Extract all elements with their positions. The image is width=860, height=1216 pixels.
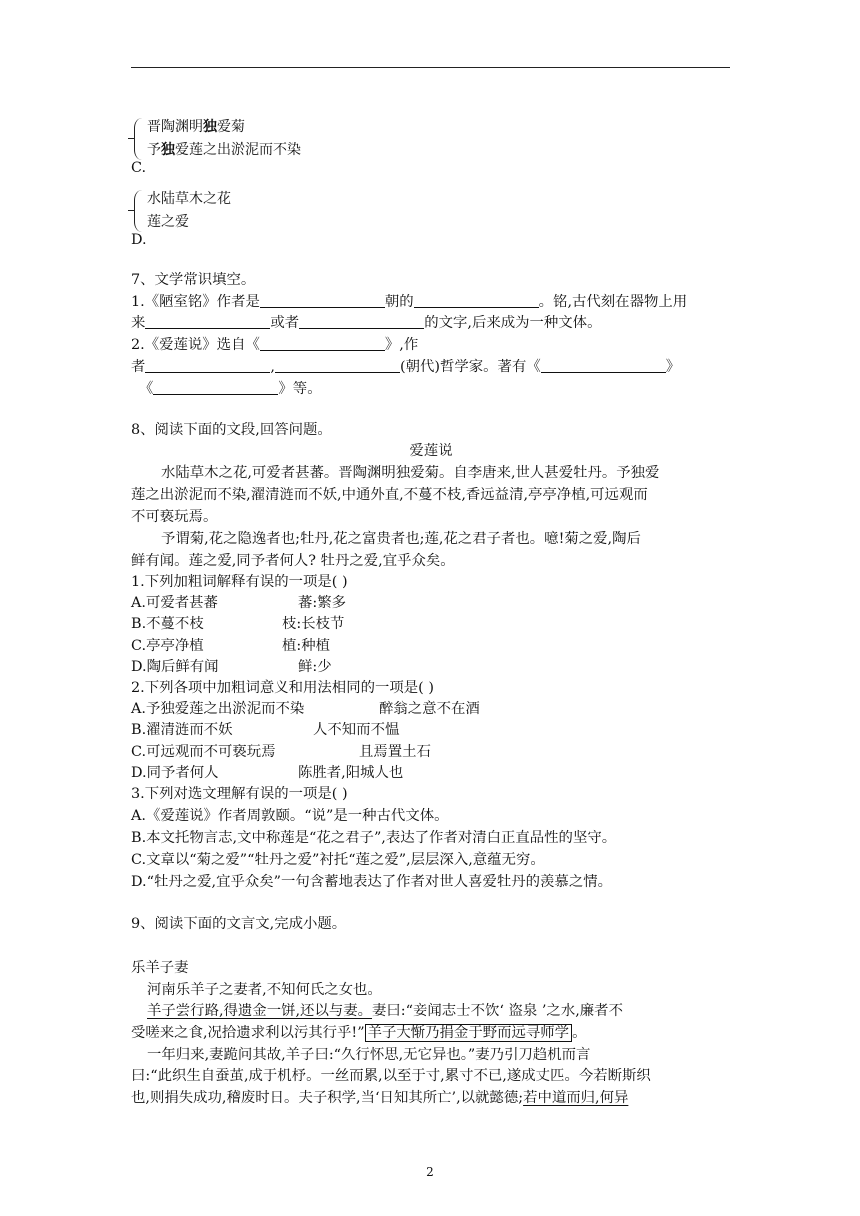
blank[interactable] xyxy=(260,336,385,351)
q8-s1-option-d: D.陶后鲜有闻 鲜:少 xyxy=(131,659,332,675)
q9-line1: 河南乐羊子之妻者,不知何氏之女也。 xyxy=(147,982,382,998)
q9-title: 9、阅读下面的文言文,完成小题。 xyxy=(131,916,347,932)
q8-s2-option-a: A.予独爱莲之出淤泥而不染 醉翁之意不在酒 xyxy=(131,701,480,717)
boxed-sentence: 羊子大惭乃捐金于野而远寻师学 xyxy=(365,1024,572,1042)
q7-line5: 《 》等。 xyxy=(139,381,322,397)
blank[interactable] xyxy=(414,293,539,308)
q8-s3-option-b: B.本文托物言志,文中称莲是“花之君子”,表达了作者对清白正直品性的坚守。 xyxy=(131,830,617,846)
q9-line4: 一年归来,妻跪问其故,羊子曰:“久行怀思,无它异也。”妻乃引刀趋机而言 xyxy=(147,1047,591,1063)
blank[interactable] xyxy=(275,358,400,373)
blank[interactable] xyxy=(299,314,424,329)
q9-passage-title: 乐羊子妻 xyxy=(131,960,189,976)
blank[interactable] xyxy=(145,358,270,373)
q8-p1-line3: 不可亵玩焉。 xyxy=(131,509,218,525)
q8-s2-option-b: B.濯清涟而不妖 人不知而不愠 xyxy=(131,722,400,738)
q7-line4: 者 , (朝代)哲学家。著有《 》 xyxy=(131,359,681,375)
header-rule xyxy=(131,67,730,68)
q7-line3: 2.《爱莲说》选自《 》,作 xyxy=(131,337,419,353)
option-c-label: C. xyxy=(131,160,147,176)
q8-s2-option-c: C.可远观而不可亵玩焉 且焉置土石 xyxy=(131,744,431,760)
option-d-line2: 莲之爱 xyxy=(147,214,189,230)
q8-s1-stem: 1.下列加粗词解释有误的一项是( ) xyxy=(131,574,348,590)
q8-s1-option-b: B.不蔓不枝 枝:长枝节 xyxy=(131,616,345,632)
q8-p2-line1: 予谓菊,花之隐逸者也;牡丹,花之富贵者也;莲,花之君子者也。噫!菊之爱,陶后 xyxy=(161,531,641,547)
q8-s3-option-d: D.“牡丹之爱,宜乎众矣”一句含蓄地表达了作者对世人喜爱牡丹的羡慕之情。 xyxy=(131,874,612,890)
q8-s2-option-d: D.同予者何人 陈胜者,阳城人也 xyxy=(131,765,404,781)
q8-title: 8、阅读下面的文段,回答问题。 xyxy=(131,422,332,438)
q7-line2: 来 或者 的文字,后来成为一种文体。 xyxy=(131,315,602,331)
q8-s2-stem: 2.下列各项中加粗词意义和用法相同的一项是( ) xyxy=(131,680,434,696)
q8-p2-line2: 鲜有闻。莲之爱,同予者何人? 牡丹之爱,宜乎众矣。 xyxy=(131,553,455,569)
underlined-fragment: 若中道而归,何异 xyxy=(523,1090,629,1106)
q9-line5: 曰:“此织生自蚕茧,成于机杼。一丝而累,以至于寸,累寸不已,遂成丈匹。今若断斯织 xyxy=(131,1068,651,1084)
q7-line1: 1.《陋室铭》作者是 朝的 。铭,古代刻在器物上用 xyxy=(131,294,688,310)
q8-s3-stem: 3.下列对选文理解有误的一项是( ) xyxy=(131,786,348,802)
q8-s3-option-c: C.文章以“菊之爱”“牡丹之爱”衬托“莲之爱”,层层深入,意蕴无穷。 xyxy=(131,852,545,868)
q8-p1-line2: 莲之出淤泥而不染,濯清涟而不妖,中通外直,不蔓不枝,香远益清,亭亭净植,可远观而 xyxy=(131,487,648,503)
q7-title: 7、文学常识填空。 xyxy=(131,272,256,288)
blank[interactable] xyxy=(541,358,666,373)
option-c-line2: 予独爱莲之出淤泥而不染 xyxy=(147,142,301,158)
q9-line2: 羊子尝行路,得遗金一饼,还以与妻。妻曰:“妾闻志士不饮‘ 盗泉 ’之水,廉者不 xyxy=(147,1003,623,1019)
underlined-sentence: 羊子尝行路,得遗金一饼,还以与妻。 xyxy=(147,1003,373,1019)
blank[interactable] xyxy=(153,380,278,395)
option-d-line1: 水陆草木之花 xyxy=(147,191,231,207)
page-number: 2 xyxy=(426,1165,434,1179)
q9-line3: 受嗟来之食,况拾遗求利以污其行乎!” 羊子大惭乃捐金于野而远寻师学 。 xyxy=(131,1025,587,1041)
brace-d xyxy=(134,190,143,232)
q8-s3-option-a: A.《爱莲说》作者周敦颐。“说”是一种古代文体。 xyxy=(131,808,449,824)
brace-c xyxy=(134,118,143,160)
option-c-line1: 晋陶渊明独爱菊 xyxy=(147,119,245,135)
blank[interactable] xyxy=(260,293,385,308)
q8-s1-option-c: C.亭亭净植 植:种植 xyxy=(131,638,331,654)
q9-line6: 也,则捐失成功,稽废时日。夫子积学,当‘日知其所亡’,以就懿德;若中道而归,何异 xyxy=(131,1090,629,1106)
q8-s1-option-a: A.可爱者甚蕃 蕃:繁多 xyxy=(131,595,347,611)
blank[interactable] xyxy=(145,314,270,329)
option-d-label: D. xyxy=(131,232,147,248)
q8-p1-line1: 水陆草木之花,可爱者甚蕃。晋陶渊明独爱菊。自李唐来,世人甚爱牡丹。予独爱 xyxy=(161,465,660,481)
q8-passage-title: 爱莲说 xyxy=(409,443,453,459)
